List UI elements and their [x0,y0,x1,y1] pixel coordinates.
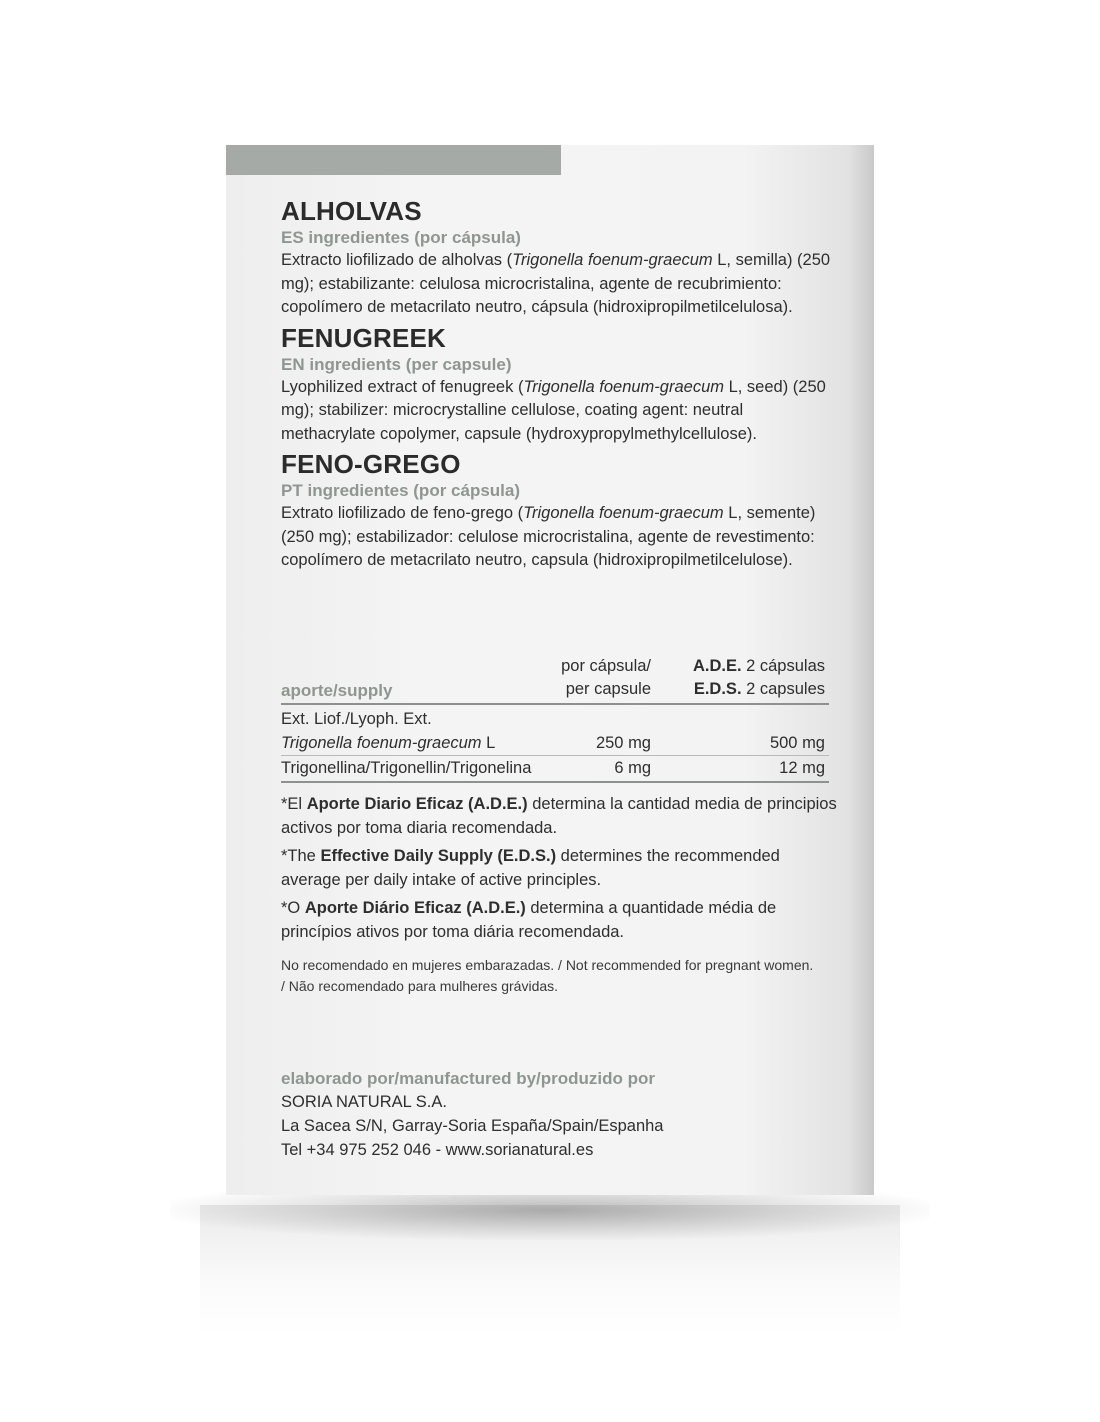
ingredients-block [281,195,831,575]
title-pt: FENO-GREGO [281,449,461,479]
footnotes [281,792,841,948]
eds-rest: 2 capsules [741,680,825,698]
footnote-en-post: determines the recommended average per daily intake of active principles. [281,847,780,889]
ingredients-pt [281,502,831,573]
row-name: Ext. Liof./Lyoph. Ext. [281,710,432,728]
ade-abbr: A.D.E. [692,657,742,675]
subtitle-text-es: ingredientes (por cápsula) [308,228,521,247]
eds-abbr: E.D.S. [693,680,742,698]
ingredients-pt-b: L, semente) (250 mg); estabilizador: celulose microcristalina, agente de revestimento: copolímero de metacrilato neutro, capsula (hidroxipropilmetilcelulose). [281,504,816,569]
row-name [281,731,495,755]
ingredients-en-b: L, seed) (250 mg); stabilizer: microcrystalline cellulose, coating agent: neutral methacrylate copolymer, capsule (hydroxypropylmethylcellulose). [281,377,826,443]
footnote-en [281,844,841,892]
ingredients-en-a: Lyophilized extract of fenugreek ( [281,377,524,396]
manufacturer-block [281,1068,841,1162]
row-latin-name: Trigonella foenum-graecum [281,734,482,752]
section-pt [281,448,831,573]
ingredients-pt-a: Extrato liofilizado de feno-grego ( [281,504,524,522]
lang-code-pt: PT [281,481,303,500]
manufacturer-contact: Tel +34 975 252 046 - www.sorianatural.es [281,1141,594,1159]
subtitle-text-en: ingredients (per capsule) [309,354,512,374]
section-es [281,195,831,320]
footnote-es-pre: *El [281,795,307,813]
footnote-pt-bold: Aporte Diário Eficaz (A.D.E.) [304,899,526,917]
footnote-en-pre: *The [281,847,321,865]
manufacturer-label: elaborado por/manufactured by/produzido por [281,1069,656,1088]
footnote-es-bold: Aporte Diario Eficaz (A.D.E.) [306,795,528,813]
latin-name-es: Trigonella foenum-graecum [512,251,713,269]
table-row [281,731,829,755]
subtitle-text-pt: ingredientes (por cápsula) [307,481,521,500]
supply-table [281,655,829,783]
daily-supply-header-line1 [693,655,825,678]
per-capsule-header-line1: por cápsula/ [561,657,651,675]
supply-table-header [281,655,829,705]
subtitle-en [281,354,831,376]
ingredients-en [281,376,831,447]
footnote-pt-pre: *O [281,899,305,917]
table-row [281,705,829,731]
table-row [281,755,829,783]
subtitle-pt [281,480,831,502]
footnote-en-bold: Effective Daily Supply (E.D.S.) [320,847,557,865]
row-value-per-capsule: 250 mg [595,734,651,752]
footnote-es [281,792,841,840]
row-name: Trigonellina/Trigonellin/Trigonelina [281,759,532,777]
subtitle-es [281,227,831,249]
footnote-es-post: determina la cantidad media de principios activos por toma diaria recomendada. [281,795,837,837]
footnote-pt-post: determina a quantidade média de princípios ativos por toma diária recomendada. [281,899,777,941]
ingredients-es-a: Extracto liofilizado de alholvas ( [281,251,513,269]
title-es: ALHOLVAS [281,196,422,226]
daily-supply-header-line2 [693,678,825,701]
section-en [281,322,831,447]
box-reflection [200,1205,900,1335]
ingredients-es-b: L, semilla) (250 mg); estabilizante: celulosa microcristalina, agente de recubrimiento: copolímero de metacrilato neutro, cápsula (hidroxipropilmetilcelulosa). [281,251,831,316]
row-value-daily: 12 mg [779,759,825,777]
supply-label: aporte/supply [281,681,393,700]
pregnancy-warning: No recomendado en mujeres embarazadas. / Not recommended for pregnant women. / Não recomendado para mulheres grávidas. [281,957,814,994]
row-latin-suffix: L [481,734,496,752]
daily-supply-header [693,655,825,701]
manufacturer-address: La Sacea S/N, Garray-Soria España/Spain/Espanha [281,1117,664,1135]
latin-name-pt: Trigonella foenum-graecum [523,504,724,522]
top-color-band [226,145,561,175]
manufacturer-name: SORIA NATURAL S.A. [281,1093,447,1111]
latin-name-en: Trigonella foenum-graecum [523,377,724,396]
lang-code-en: EN [281,354,305,374]
footnote-pt [281,896,841,944]
lang-code-es: ES [281,228,304,247]
row-value-daily: 500 mg [769,734,825,752]
row-value-per-capsule: 6 mg [614,759,651,777]
per-capsule-header [561,655,651,701]
ingredients-es [281,249,831,320]
per-capsule-header-line2: per capsule [565,680,651,698]
ade-rest: 2 cápsulas [741,657,825,675]
title-en: FENUGREEK [281,322,447,353]
